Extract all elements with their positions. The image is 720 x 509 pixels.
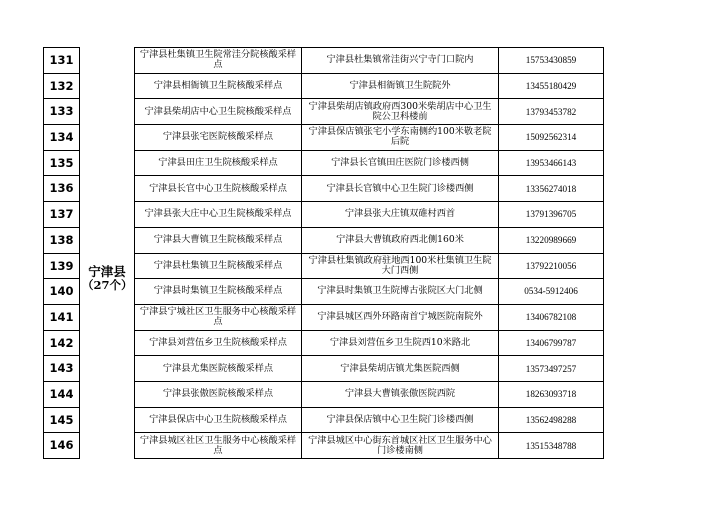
site-phone: 13356274018 [499,176,604,202]
site-name: 宁津县张大庄中心卫生院核酸采样点 [135,202,302,228]
site-name: 宁津县保店中心卫生院核酸采样点 [135,407,302,433]
site-address: 宁津县杜集镇常洼街兴宁寺门口院内 [302,48,499,74]
table-row [44,356,604,382]
site-name: 宁津县田庄卫生院核酸采样点 [135,150,302,176]
site-address: 宁津县时集镇卫生院博古张院区大门北侧 [302,279,499,305]
site-phone: 13455180429 [499,73,604,99]
county-cell [80,330,135,356]
table-row [44,176,604,202]
site-name: 宁津县长官中心卫生院核酸采样点 [135,176,302,202]
county-name: 宁津县 [88,264,126,280]
site-name: 宁津县大曹镇卫生院核酸采样点 [135,227,302,253]
table-row [44,433,604,459]
county-cell [80,99,135,125]
table-row [44,125,604,151]
site-address: 宁津县大曹镇政府西北侧160米 [302,227,499,253]
table-row [44,48,604,74]
county-cell [80,73,135,99]
county-cell [80,150,135,176]
site-address: 宁津县城区中心街东首城区社区卫生服务中心门诊楼南侧 [302,433,499,459]
site-phone: 13220989669 [499,227,604,253]
row-number: 132 [44,73,80,99]
table-row [44,150,604,176]
county-site-count: （27个） [82,278,133,293]
site-name: 宁津县尤集医院核酸采样点 [135,356,302,382]
site-address: 宁津县长官镇田庄医院门诊楼西侧 [302,150,499,176]
site-address: 宁津县相衙镇卫生院院外 [302,73,499,99]
table-row [44,381,604,407]
site-phone: 13573497257 [499,356,604,382]
county-cell [80,125,135,151]
site-address: 宁津县长官镇中心卫生院门诊楼西侧 [302,176,499,202]
site-address: 宁津县保店镇中心卫生院门诊楼西侧 [302,407,499,433]
site-phone: 13791396705 [499,202,604,228]
row-number: 145 [44,407,80,433]
site-name: 宁津县杜集镇卫生院核酸采样点 [135,253,302,279]
site-name: 宁津县柴胡店中心卫生院核酸采样点 [135,99,302,125]
county-cell [80,202,135,228]
sampling-sites-table [43,47,604,459]
site-phone: 15092562314 [499,125,604,151]
site-address: 宁津县刘营伍乡卫生院西10米路北 [302,330,499,356]
row-number: 133 [44,99,80,125]
site-address: 宁津县张大庄镇双碓村西首 [302,202,499,228]
table-row [44,202,604,228]
county-cell [80,381,135,407]
site-phone: 13406782108 [499,304,604,330]
site-name: 宁津县相衙镇卫生院核酸采样点 [135,73,302,99]
row-number: 140 [44,279,80,305]
county-cell [80,304,135,330]
row-number: 135 [44,150,80,176]
row-number: 146 [44,433,80,459]
site-address: 宁津县保店镇张宅小学东南侧约100米敬老院后院 [302,125,499,151]
row-number: 136 [44,176,80,202]
row-number: 139 [44,253,80,279]
site-phone: 18263093718 [499,381,604,407]
table-row [44,227,604,253]
site-phone: 13792210056 [499,253,604,279]
site-phone: 13793453782 [499,99,604,125]
site-phone: 15753430859 [499,48,604,74]
row-number: 143 [44,356,80,382]
site-name: 宁津县宁城社区卫生服务中心核酸采样点 [135,304,302,330]
county-cell [80,176,135,202]
county-label [80,253,135,304]
site-phone: 13515348788 [499,433,604,459]
table-row [44,304,604,330]
site-address: 宁津县柴胡店镇政府西300米柴胡店中心卫生院公卫科楼前 [302,99,499,125]
table-row [44,330,604,356]
row-number: 144 [44,381,80,407]
row-number: 142 [44,330,80,356]
county-cell [80,407,135,433]
row-number: 141 [44,304,80,330]
county-cell [80,433,135,459]
site-phone: 13562498288 [499,407,604,433]
row-number: 134 [44,125,80,151]
site-address: 宁津县大曹镇张傲医院西院 [302,381,499,407]
county-cell [80,48,135,74]
table-row [44,99,604,125]
site-phone: 13406799787 [499,330,604,356]
table-row [44,407,604,433]
county-cell [80,227,135,253]
table-row [44,73,604,99]
county-cell [80,356,135,382]
table-body [44,48,604,459]
site-phone: 0534-5912406 [499,279,604,305]
site-address: 宁津县柴胡店镇尤集医院西侧 [302,356,499,382]
site-name: 宁津县张宅医院核酸采样点 [135,125,302,151]
site-phone: 13953466143 [499,150,604,176]
row-number: 137 [44,202,80,228]
site-address: 宁津县城区西外环路南首宁城医院南院外 [302,304,499,330]
site-address: 宁津县杜集镇政府驻地西100米杜集镇卫生院大门西侧 [302,253,499,279]
site-name: 宁津县刘营伍乡卫生院核酸采样点 [135,330,302,356]
row-number: 138 [44,227,80,253]
site-name: 宁津县杜集镇卫生院常洼分院核酸采样点 [135,48,302,74]
site-name: 宁津县城区社区卫生服务中心核酸采样点 [135,433,302,459]
row-number: 131 [44,48,80,74]
table-row [44,253,604,279]
site-name: 宁津县张傲医院核酸采样点 [135,381,302,407]
site-name: 宁津县时集镇卫生院核酸采样点 [135,279,302,305]
